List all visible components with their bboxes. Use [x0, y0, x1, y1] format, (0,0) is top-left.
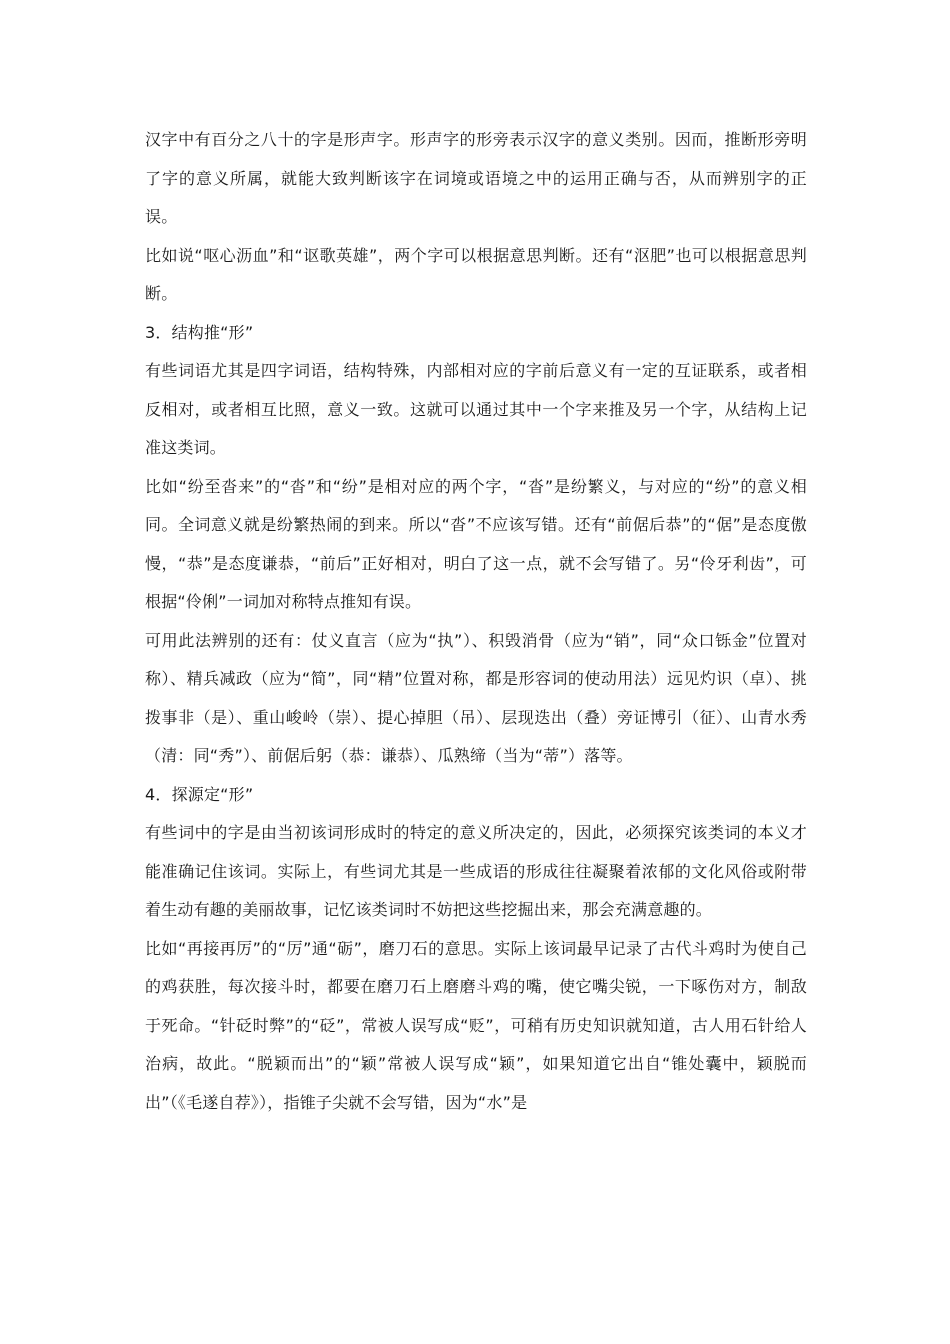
paragraph-structure-list: 可用此法辨别的还有：仗义直言（应为“执”）、积毁消骨（应为“销”，同“众口铄金”位置对称）、精兵减政（应为“简”，同“精”位置对称，都是形容词的使动用法）远见灼识（卓）、挑拨事非（是）、重山峻岭（崇）、提心掉胆（吊）、层现迭出（叠）旁证博引（征）、山青水秀（清：同“秀”）、前倨后躬（恭：谦恭）、瓜熟缔（当为“蒂”）落等。 [145, 630, 807, 765]
paragraph-origin-intro: 有些词中的字是由当初该词形成时的特定的意义所决定的，因此，必须探究该类词的本义才能准确记住该词。实际上，有些词尤其是一些成语的形成往往凝聚着浓郁的文化风俗或附带着生动有趣的美丽故事，记忆该类词时不妨把这些挖掘出来，那会充满意趣的。 [145, 823, 807, 919]
section-heading-3: 3．结构推“形” [145, 322, 254, 342]
section-heading-4: 4．探源定“形” [145, 784, 254, 804]
document-body [145, 121, 807, 1122]
paragraph-origin-example: 比如“再接再厉”的“厉”通“砺”，磨刀石的意思。实际上该词最早记录了古代斗鸡时为使自己的鸡获胜，每次接斗时，都要在磨刀石上磨磨斗鸡的嘴，使它嘴尖锐，一下啄伤对方，制敌于死命。“针砭时弊”的“砭”，常被人误写成“贬”，可稍有历史知识就知道，古人用石针给人治病，故此。“脱颖而出”的“颖”常被人误写成“颖”，如果知道它出自“锥处囊中，颖脱而出”（《毛遂自荐》），指锥子尖就不会写错，因为“水”是 [145, 938, 807, 1112]
paragraph-xingsheng-intro: 汉字中有百分之八十的字是形声字。形声字的形旁表示汉字的意义类别。因而，推断形旁明了字的意义所属，就能大致判断该字在词境或语境之中的运用正确与否，从而辨别字的正误。 [145, 130, 807, 226]
paragraph-structure-example: 比如“纷至沓来”的“沓”和“纷”是相对应的两个字，“沓”是纷繁义，与对应的“纷”的意义相同。全词意义就是纷繁热闹的到来。所以“沓”不应该写错。还有“前倨后恭”的“倨”是态度傲慢，“恭”是态度谦恭，“前后”正好相对，明白了这一点，就不会写错了。另“伶牙利齿”，可根据“伶俐”一词加对称特点推知有误。 [145, 476, 807, 611]
paragraph-structure-intro: 有些词语尤其是四字词语，结构特殊，内部相对应的字前后意义有一定的互证联系，或者相反相对，或者相互比照，意义一致。这就可以通过其中一个字来推及另一个字，从结构上记准这类词。 [145, 361, 807, 457]
paragraph-xingsheng-example: 比如说“呕心沥血”和“讴歌英雄”，两个字可以根据意思判断。还有“沤肥”也可以根据意思判断。 [145, 245, 807, 303]
